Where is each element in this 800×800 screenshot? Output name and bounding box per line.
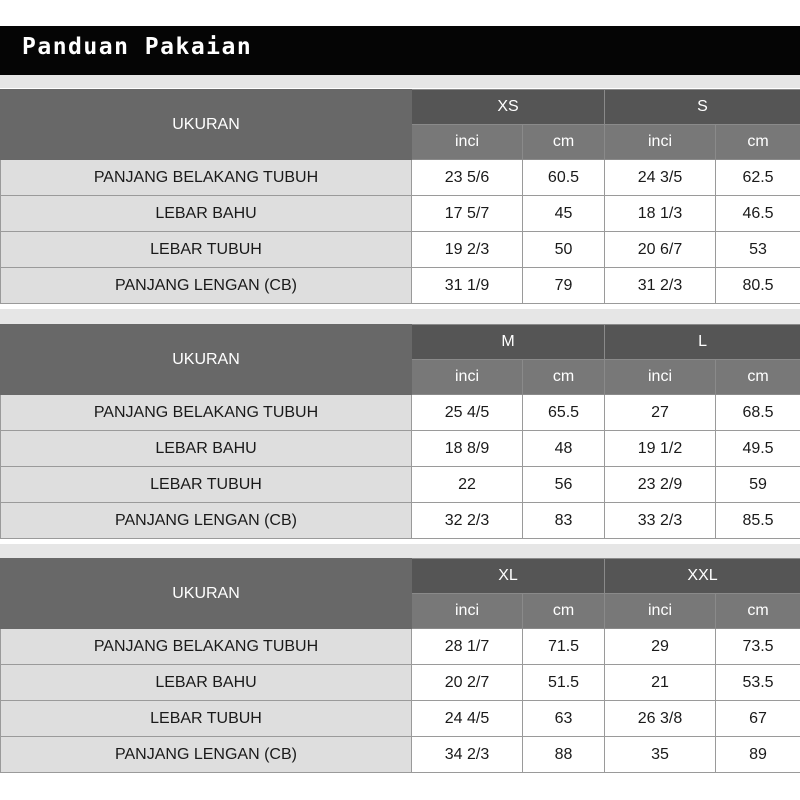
unit-cm-header: cm [716,594,800,629]
value-cell: 31 2/3 [605,268,716,304]
value-cell: 34 2/3 [412,737,523,773]
unit-cm-header: cm [523,594,605,629]
value-cell: 53.5 [716,665,800,701]
measure-label: LEBAR TUBUH [1,467,412,503]
measure-label: PANJANG LENGAN (CB) [1,737,412,773]
table-row [1,395,800,431]
value-cell: 89 [716,737,800,773]
value-cell: 56 [523,467,605,503]
table-row [1,268,800,304]
value-cell: 21 [605,665,716,701]
value-cell: 45 [523,196,605,232]
value-cell: 49.5 [716,431,800,467]
size-table-m-l [0,324,800,539]
value-cell: 28 1/7 [412,629,523,665]
table-row [1,629,800,665]
measure-label: LEBAR TUBUH [1,701,412,737]
size-header-xl: XL [412,559,605,594]
value-cell: 18 1/3 [605,196,716,232]
value-cell: 33 2/3 [605,503,716,539]
value-cell: 85.5 [716,503,800,539]
value-cell: 18 8/9 [412,431,523,467]
unit-cm-header: cm [523,125,605,160]
size-header-xs: XS [412,90,605,125]
unit-cm-header: cm [716,125,800,160]
unit-inch-header: inci [605,125,716,160]
value-cell: 20 2/7 [412,665,523,701]
value-cell: 24 4/5 [412,701,523,737]
value-cell: 65.5 [523,395,605,431]
table-row [1,196,800,232]
value-cell: 73.5 [716,629,800,665]
value-cell: 25 4/5 [412,395,523,431]
value-cell: 67 [716,701,800,737]
size-header-xxl: XXL [605,559,800,594]
ukuran-header: UKURAN [1,559,412,629]
unit-inch-header: inci [412,594,523,629]
unit-cm-header: cm [523,360,605,395]
title-bar [0,26,800,75]
value-cell: 19 1/2 [605,431,716,467]
value-cell: 19 2/3 [412,232,523,268]
value-cell: 71.5 [523,629,605,665]
unit-inch-header: inci [605,594,716,629]
section-divider [0,75,800,88]
table-row [1,232,800,268]
value-cell: 22 [412,467,523,503]
table-row [1,737,800,773]
size-header-l: L [605,325,800,360]
value-cell: 23 5/6 [412,160,523,196]
value-cell: 20 6/7 [605,232,716,268]
unit-inch-header: inci [412,360,523,395]
value-cell: 60.5 [523,160,605,196]
value-cell: 50 [523,232,605,268]
measure-label: PANJANG BELAKANG TUBUH [1,395,412,431]
value-cell: 29 [605,629,716,665]
table-row [1,431,800,467]
value-cell: 32 2/3 [412,503,523,539]
measure-label: LEBAR BAHU [1,196,412,232]
table-row [1,160,800,196]
value-cell: 48 [523,431,605,467]
value-cell: 83 [523,503,605,539]
value-cell: 46.5 [716,196,800,232]
measure-label: PANJANG BELAKANG TUBUH [1,160,412,196]
measure-label: PANJANG LENGAN (CB) [1,503,412,539]
table-row [1,467,800,503]
value-cell: 51.5 [523,665,605,701]
table-row [1,701,800,737]
value-cell: 27 [605,395,716,431]
section-divider [0,544,800,558]
size-header-m: M [412,325,605,360]
value-cell: 79 [523,268,605,304]
value-cell: 23 2/9 [605,467,716,503]
measure-label: LEBAR BAHU [1,665,412,701]
section-divider [0,309,800,324]
value-cell: 59 [716,467,800,503]
value-cell: 24 3/5 [605,160,716,196]
measure-label: PANJANG BELAKANG TUBUH [1,629,412,665]
value-cell: 80.5 [716,268,800,304]
size-table-xl-xxl [0,558,800,773]
value-cell: 88 [523,737,605,773]
size-table-xs-s [0,89,800,304]
value-cell: 53 [716,232,800,268]
value-cell: 63 [523,701,605,737]
value-cell: 62.5 [716,160,800,196]
measure-label: LEBAR TUBUH [1,232,412,268]
ukuran-header: UKURAN [1,325,412,395]
unit-cm-header: cm [716,360,800,395]
measure-label: LEBAR BAHU [1,431,412,467]
size-header-s: S [605,90,800,125]
value-cell: 26 3/8 [605,701,716,737]
value-cell: 31 1/9 [412,268,523,304]
value-cell: 17 5/7 [412,196,523,232]
ukuran-header: UKURAN [1,90,412,160]
unit-inch-header: inci [605,360,716,395]
page-title: Panduan Pakaian [22,34,253,60]
value-cell: 68.5 [716,395,800,431]
value-cell: 35 [605,737,716,773]
unit-inch-header: inci [412,125,523,160]
table-row [1,503,800,539]
table-row [1,665,800,701]
measure-label: PANJANG LENGAN (CB) [1,268,412,304]
